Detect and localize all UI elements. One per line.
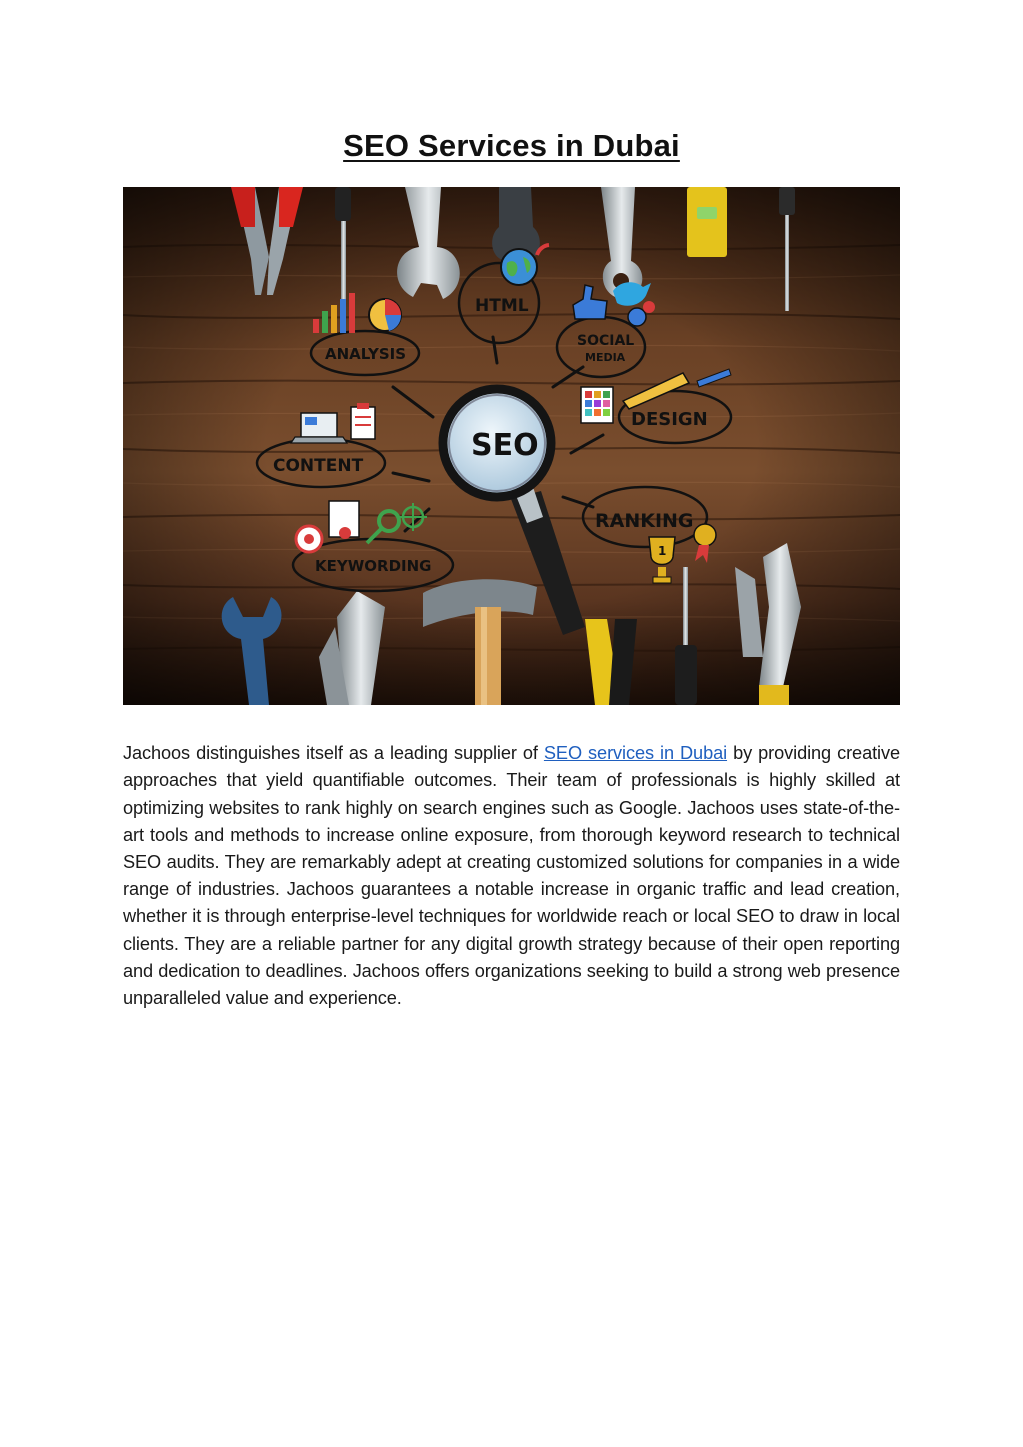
ranking-label: RANKING: [595, 510, 694, 532]
html-label: HTML: [475, 296, 529, 316]
user-icon: [628, 308, 646, 326]
hero-image: [123, 187, 900, 705]
analysis-label: ANALYSIS: [325, 345, 407, 363]
design-label: DESIGN: [631, 409, 708, 430]
color-palette-icon: [581, 387, 613, 423]
globe-icon: [501, 249, 537, 285]
center-seo-label: SEO: [471, 428, 539, 463]
social-label-line1: SOCIAL: [577, 333, 635, 349]
target-icon: [296, 526, 322, 552]
page-title: SEO Services in Dubai: [343, 128, 680, 163]
certificate-icon: [329, 501, 359, 539]
social-label-line2: MEDIA: [585, 351, 626, 364]
keywording-label: KEYWORDING: [315, 557, 432, 575]
body-paragraph: [123, 740, 900, 1012]
paragraph-text-start: Jachoos distinguishes itself as a leading supplier of: [123, 743, 544, 764]
plus-icon: [643, 301, 655, 313]
content-label: CONTENT: [273, 456, 364, 476]
paragraph-text-end: by providing creative approaches that yield quantifiable outcomes. Their team of professionals is highly skilled at optimizing websites to rank highly on search engines such as Google. Jachoos uses state-of-the-art tools and methods to increase online exposure, from thorough keyword research to technical SEO audits. They are remarkably adept at creating customized solutions for companies in a wide range of industries. Jachoos guarantees a notable increase in organic traffic and lead creation, whether it is through enterprise-level techniques for worldwide reach or local SEO to draw in local clients. They are a reliable partner for any digital growth strategy because of their open reporting and dedication to deadlines. Jachoos offers organizations seeking to build a strong web presence unparalleled value and experience.: [123, 743, 900, 1009]
seo-services-link[interactable]: SEO services in Dubai: [543, 743, 728, 764]
clipboard-icon: [351, 403, 375, 439]
trophy-number: 1: [658, 544, 667, 558]
pie-chart-icon: [369, 299, 401, 331]
